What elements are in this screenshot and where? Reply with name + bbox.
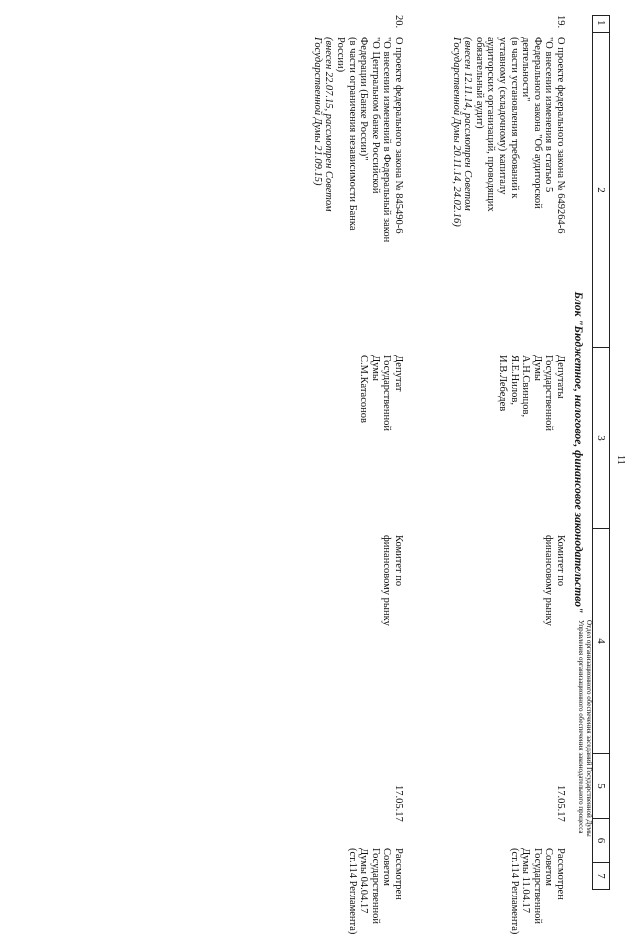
text-line: России) bbox=[335, 37, 347, 73]
date: 17.05.17 bbox=[393, 785, 404, 822]
text-line: Государственной bbox=[369, 848, 381, 924]
column-header-7: 7 bbox=[593, 862, 609, 889]
text-line: Советом bbox=[381, 848, 393, 886]
column-header-4: 4 bbox=[593, 528, 609, 753]
text-line: Я.Е.Нилов, bbox=[508, 355, 520, 405]
row-number: 20. bbox=[393, 15, 404, 29]
text-line: обязательный аудит) bbox=[473, 37, 485, 129]
committee bbox=[381, 535, 404, 715]
bill-description bbox=[450, 37, 566, 337]
text-line: (ст.114 Регламента) bbox=[346, 848, 358, 935]
text-line: Рассмотрен bbox=[555, 848, 566, 900]
rotated-table bbox=[26, 15, 610, 935]
text-line: Государственной bbox=[381, 355, 393, 431]
committee bbox=[543, 535, 566, 715]
text-line: финансовому рынку bbox=[381, 535, 393, 626]
text-line: Федерации (Банке России)" bbox=[358, 37, 370, 161]
text-line: И.В.Лебедев bbox=[497, 355, 509, 412]
text-line: Думы 11.04.17 bbox=[520, 848, 532, 913]
column-header-1: 1 bbox=[595, 20, 607, 26]
bill-description bbox=[311, 37, 404, 337]
page-number: 11 bbox=[615, 455, 626, 465]
text-line: Думы bbox=[531, 355, 543, 381]
text-line: деятельности" bbox=[520, 37, 532, 102]
authors bbox=[496, 355, 566, 505]
column-header-5: 5 bbox=[593, 753, 609, 818]
text-line: Рассмотрен bbox=[393, 848, 404, 900]
text-line: Государственной Думы 20.11.14, 24.02.16) bbox=[450, 37, 462, 227]
text-line: "О Центральном банке Российской bbox=[369, 37, 381, 194]
text-line: Депутаты bbox=[555, 355, 566, 399]
status bbox=[508, 848, 566, 943]
text-line: А.Н.Свинцов, bbox=[520, 355, 532, 418]
text-line: С.М.Катасонов bbox=[358, 355, 370, 423]
text-line: Комитет по bbox=[555, 535, 566, 587]
text-line: "О внесении изменения в статью 5 bbox=[543, 37, 555, 193]
text-line: О проекте федерального закона № 649264-6 bbox=[555, 37, 566, 234]
text-line: Федерального закона "Об аудиторской bbox=[531, 37, 543, 209]
text-line: (внесен 12.11.14, рассмотрен Советом bbox=[462, 37, 474, 211]
text-line: Управления организационного обеспечения законодательного процесса bbox=[577, 620, 585, 834]
text-line: Государственной bbox=[543, 355, 555, 431]
text-line: Думы 04.04.17 bbox=[358, 848, 370, 914]
text-line: аудиторских организаций, проводящих bbox=[485, 37, 497, 212]
text-line: Отдел организационного обеспечения заседаний Государственной Думы bbox=[585, 620, 593, 837]
column-header-6: 6 bbox=[593, 818, 609, 862]
footer-note bbox=[577, 620, 593, 920]
text-line: О проекте федерального закона № 845490-6 bbox=[393, 37, 404, 234]
text-line: "О внесении изменений в Федеральный закон bbox=[381, 37, 393, 243]
text-line: Комитет по bbox=[393, 535, 404, 587]
text-line: Государственной Думы 21.09.15) bbox=[311, 37, 323, 186]
text-line: Государственной bbox=[531, 848, 543, 924]
column-header-row bbox=[592, 15, 610, 890]
row-number: 19. bbox=[555, 15, 566, 29]
column-header-3: 3 bbox=[593, 347, 609, 528]
text-line: (внесен 22.07.15, рассмотрен Советом bbox=[323, 37, 335, 212]
text-line: (в части ограничения независимости Банка bbox=[346, 37, 358, 231]
column-header-2: 2 bbox=[593, 32, 609, 347]
text-line: (ст.114 Регламента) bbox=[508, 848, 520, 935]
status bbox=[346, 848, 404, 943]
text-line: Советом bbox=[543, 848, 555, 886]
date: 17.05.17 bbox=[555, 785, 566, 822]
text-line: (в части установления требований к bbox=[508, 37, 520, 199]
block-title: Блок "Бюджетное, налоговое, финансовое законодательство" bbox=[572, 291, 584, 614]
text-line: уставному (складочному) капиталу bbox=[497, 37, 509, 195]
text-line: Депутат bbox=[393, 355, 404, 392]
authors bbox=[358, 355, 404, 505]
text-line: Думы bbox=[369, 355, 381, 381]
text-line: финансовому рынку bbox=[543, 535, 555, 626]
